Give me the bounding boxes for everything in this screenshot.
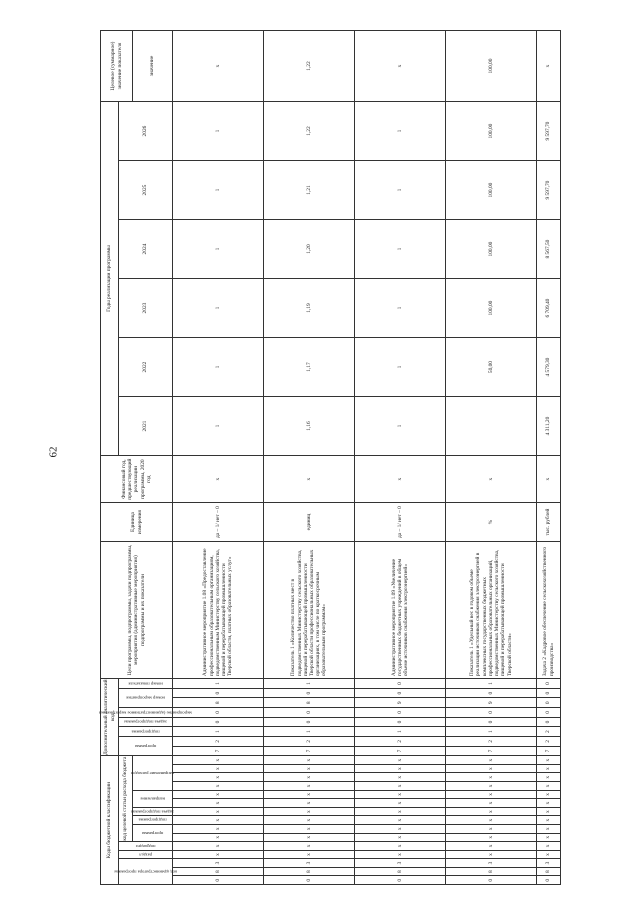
target-header: Целевое (суммарное) значение показателя — [101, 31, 133, 102]
row-target: 1,22 — [264, 31, 355, 102]
code-cell: 1 — [173, 727, 264, 737]
code-cell: 0 — [355, 679, 446, 689]
row-fin-year: х — [446, 456, 537, 503]
value-2023: 6 709,40 — [537, 279, 561, 338]
budget-codes-header: Коды бюджетной классификации — [101, 756, 119, 885]
code-cell: х — [264, 850, 355, 859]
code-cell: х — [173, 824, 264, 833]
row-unit: да – 1/ нет – 0 — [173, 503, 264, 542]
code-cell: х — [355, 824, 446, 833]
table-row — [355, 31, 446, 885]
program-table — [100, 30, 561, 885]
value-2025: 1 — [355, 161, 446, 220]
code-cell: х — [173, 790, 264, 799]
code-cell: 0 — [537, 708, 561, 718]
code-cell: х — [537, 833, 561, 842]
table-row — [537, 31, 561, 885]
code-cell: 7 — [264, 746, 355, 756]
value-2021 — [446, 397, 537, 456]
row-unit: тыс. рублей — [537, 503, 561, 542]
code-cell: х — [446, 816, 537, 825]
code-cell: х — [264, 790, 355, 799]
code-cell: 0 — [264, 876, 355, 885]
code-cell: х — [446, 824, 537, 833]
code-cell: х — [537, 824, 561, 833]
code-cell: 8 — [446, 867, 537, 876]
code-cell: х — [173, 764, 264, 773]
row-description: Задача 2 «Кадровое обеспечение сельскохозяйственного производства» — [537, 541, 561, 678]
code-cell: 0 — [446, 708, 537, 718]
code-cell: 8 — [264, 698, 355, 708]
code-cell: х — [355, 816, 446, 825]
code-cell: х — [264, 833, 355, 842]
value-2024: 1 — [355, 220, 446, 279]
code-cell: 7 — [355, 746, 446, 756]
subprogram-header: подпрограмма — [133, 816, 173, 825]
code-cell: х — [264, 782, 355, 791]
value-2026: 9 597,70 — [537, 102, 561, 161]
row-description: Административное мероприятие 1.09 «Увеличение государственных бюджетных учреждений в общем объеме источников снабжения электроэнергией» — [355, 541, 446, 678]
code-cell: 8 — [173, 698, 264, 708]
code-cell: 8 — [355, 867, 446, 876]
code-cell: 0 — [264, 717, 355, 727]
code-cell: х — [264, 773, 355, 782]
code-cell: х — [173, 807, 264, 816]
year-2024-header: 2024 — [119, 220, 173, 279]
value-2022: 50,00 — [446, 338, 537, 397]
code-cell: х — [446, 773, 537, 782]
code-cell: х — [446, 790, 537, 799]
code-cell: 0 — [264, 688, 355, 698]
add-task-header: задача подпрограммы — [119, 717, 173, 727]
value-2026: 1 — [173, 102, 264, 161]
row-description: Административное мероприятие 1.08 «Предоставление профессиональным образовательным организациям, подведомственным Министерству сельского хозяйства, пищевой и перерабатывающей промышленности Тверской области, платных образовательных услуг» — [173, 541, 264, 678]
code-cell: х — [355, 842, 446, 851]
code-cell: 0 — [173, 717, 264, 727]
value-2023: 1 — [355, 279, 446, 338]
code-cell: 2 — [537, 727, 561, 737]
row-fin-year: х — [355, 456, 446, 503]
code-cell: х — [446, 807, 537, 816]
code-cell: 7 — [537, 746, 561, 756]
code-cell: х — [264, 756, 355, 765]
unit-header: Единица измерения — [101, 503, 173, 542]
section-header: раздел — [119, 850, 173, 859]
code-cell: 0 — [446, 717, 537, 727]
subsection-header: подраздел — [119, 842, 173, 851]
table-row — [446, 31, 537, 885]
code-cell: х — [537, 799, 561, 808]
code-cell: х — [264, 824, 355, 833]
value-2025: 9 597,70 — [537, 161, 561, 220]
code-cell: х — [264, 764, 355, 773]
target-sub-header: значение — [133, 31, 173, 102]
add-measure-header: мероприятие (административное мероприятие) — [119, 708, 173, 718]
code-cell: х — [355, 799, 446, 808]
code-cell: 0 — [537, 717, 561, 727]
code-cell: 1 — [446, 727, 537, 737]
add-measure-no-header: номер мероприятия — [119, 688, 173, 707]
code-cell: 0 — [537, 679, 561, 689]
code-cell: х — [446, 842, 537, 851]
code-cell: 2 — [173, 737, 264, 747]
code-cell: х — [537, 807, 561, 816]
code-cell: х — [537, 850, 561, 859]
code-cell: х — [446, 850, 537, 859]
code-cell: х — [355, 773, 446, 782]
year-2026-header: 2026 — [119, 102, 173, 161]
code-cell: 0 — [446, 876, 537, 885]
value-2022: 1 — [355, 338, 446, 397]
code-cell: 7 — [446, 746, 537, 756]
row-fin-year: х — [537, 456, 561, 503]
year-2023-header: 2023 — [119, 279, 173, 338]
code-cell: 2 — [446, 737, 537, 747]
admin-code-header: код администратора программы — [119, 859, 173, 885]
value-2025: 1 — [173, 161, 264, 220]
value-2022: 4 579,30 — [537, 338, 561, 397]
code-cell: 2 — [537, 737, 561, 747]
code-cell: 0 — [173, 688, 264, 698]
code-cell: х — [264, 816, 355, 825]
code-cell: 0 — [173, 708, 264, 718]
code-cell: х — [446, 799, 537, 808]
value-2023: 1 — [173, 279, 264, 338]
code-cell: 1 — [173, 679, 264, 689]
value-2026: 100,00 — [446, 102, 537, 161]
row-target: х — [537, 31, 561, 102]
row-target: х — [355, 31, 446, 102]
value-2022: 1 — [173, 338, 264, 397]
page-number: 62 — [47, 446, 60, 458]
year-2021-header: 2021 — [119, 397, 173, 456]
code-cell: х — [355, 782, 446, 791]
code-cell: 1 — [446, 679, 537, 689]
code-cell: х — [173, 799, 264, 808]
row-unit: % — [446, 503, 537, 542]
code-cell: х — [173, 842, 264, 851]
code-cell: 3 — [446, 859, 537, 868]
code-cell: 7 — [173, 746, 264, 756]
value-2022: 1,17 — [264, 338, 355, 397]
code-cell: 0 — [537, 698, 561, 708]
code-cell: х — [537, 764, 561, 773]
rotated-table-container — [100, 30, 555, 885]
code-cell: х — [537, 782, 561, 791]
code-cell: 8 — [173, 867, 264, 876]
value-2024: 1 — [173, 220, 264, 279]
row-description: Показатель 1 «Удельный вес в годовом объеме реализации источников снабжения электроэнергией в комплексных государственных бюджетных профессиональных образовательных организаций, подведомственных Министерству сельского хозяйства, пищевой и перерабатывающей промышленности Тверской области» — [446, 541, 537, 678]
value-2023: 100,00 — [446, 279, 537, 338]
direction-header: направление — [133, 790, 173, 807]
code-cell: х — [264, 842, 355, 851]
code-cell: х — [264, 799, 355, 808]
row-target: 100,00 — [446, 31, 537, 102]
value-2021: 1,16 — [264, 397, 355, 456]
code-cell: 3 — [173, 859, 264, 868]
row-fin-year: х — [173, 456, 264, 503]
code-cell: 0 — [355, 688, 446, 698]
value-2025: 1,21 — [264, 161, 355, 220]
code-cell: 8 — [537, 867, 561, 876]
code-cell: 0 — [537, 876, 561, 885]
value-2024: 100,00 — [446, 220, 537, 279]
code-cell: х — [537, 790, 561, 799]
code-cell: х — [537, 816, 561, 825]
value-2026: 1,22 — [264, 102, 355, 161]
code-cell: 0 — [355, 876, 446, 885]
row-unit: единиц — [264, 503, 355, 542]
value-2026: 1 — [355, 102, 446, 161]
add-indicator-no-header: номер показателя — [119, 679, 173, 689]
target-article-header: код целевой статьи расхода бюджета — [119, 756, 133, 842]
code-cell: 0 — [446, 688, 537, 698]
code-cell: 0 — [355, 717, 446, 727]
row-target: х — [173, 31, 264, 102]
row-unit: да – 1/ нет – 0 — [355, 503, 446, 542]
code-cell: 0 — [264, 708, 355, 718]
code-cell: х — [355, 790, 446, 799]
additional-code-header: Дополнительный аналитический код — [101, 679, 119, 756]
task-direction-header: задача подпрограммы — [131, 809, 174, 815]
code-cell: х — [264, 807, 355, 816]
code-cell: 3 — [355, 859, 446, 868]
code-cell: 9 — [446, 698, 537, 708]
code-cell: 3 — [264, 859, 355, 868]
code-cell: 8 — [264, 867, 355, 876]
years-header: Годы реализации программы — [101, 102, 119, 456]
value-2024: 8 567,50 — [537, 220, 561, 279]
code-cell: 0 — [173, 876, 264, 885]
code-cell: 1 — [355, 727, 446, 737]
value-2021: 1 — [173, 397, 264, 456]
year-2022-header: 2022 — [119, 338, 173, 397]
value-2023: 1,19 — [264, 279, 355, 338]
year-2025-header: 2025 — [119, 161, 173, 220]
code-cell: 0 — [537, 688, 561, 698]
add-subprogram-header: подпрограмма — [119, 727, 173, 737]
code-cell: 0 — [355, 708, 446, 718]
code-cell: 2 — [355, 737, 446, 747]
code-cell: х — [173, 756, 264, 765]
value-2021: 1 — [355, 397, 446, 456]
fin-year-header: Финансовый год, предшествующий реализации программы, 2020 год — [101, 456, 173, 503]
code-cell: х — [446, 764, 537, 773]
code-cell: х — [173, 816, 264, 825]
code-cell: х — [355, 756, 446, 765]
code-cell: х — [355, 833, 446, 842]
code-cell: х — [537, 773, 561, 782]
code-cell: 2 — [264, 737, 355, 747]
row-fin-year: х — [264, 456, 355, 503]
code-cell: 1 — [264, 679, 355, 689]
code-cell: 1 — [264, 727, 355, 737]
add-program-header: программа — [119, 737, 173, 756]
code-cell: х — [355, 764, 446, 773]
code-cell: х — [173, 833, 264, 842]
code-cell: х — [446, 782, 537, 791]
value-2024: 1,20 — [264, 220, 355, 279]
code-cell: х — [355, 807, 446, 816]
value-2025: 100,00 — [446, 161, 537, 220]
code-cell: х — [537, 842, 561, 851]
code-cell: х — [446, 833, 537, 842]
code-cell: х — [173, 782, 264, 791]
row-description: Показатель 1 «Количество платных мест в подведомственных Министерству сельского хозяйства, пищевой и перерабатывающей промышленности Тверской области профессиональных образовательных организациях, в том числе по краткосрочным образовательным программам» — [264, 541, 355, 678]
code-cell: х — [355, 850, 446, 859]
expense-direction-header: направление расходов — [133, 756, 173, 790]
value-2021: 4 311,20 — [537, 397, 561, 456]
goals-header: Цели программы, подпрограммы, задачи подпрограммы, мероприятия (административные мероприятия) подпрограммы и их показатели — [101, 541, 173, 678]
code-cell: х — [173, 773, 264, 782]
code-cell: х — [173, 850, 264, 859]
program-header: программа — [133, 824, 173, 841]
code-cell: 3 — [537, 859, 561, 868]
code-cell: х — [446, 756, 537, 765]
table-row — [173, 31, 264, 885]
code-cell: 9 — [355, 698, 446, 708]
table-row — [264, 31, 355, 885]
code-cell: х — [537, 756, 561, 765]
